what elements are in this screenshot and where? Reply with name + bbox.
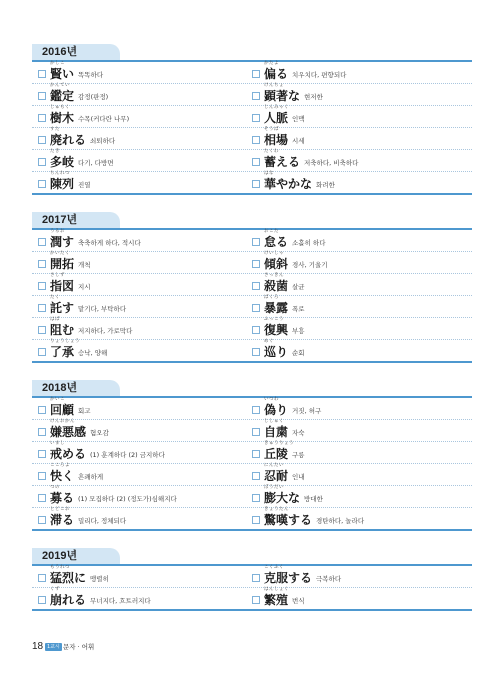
furigana: ばくろ: [264, 295, 279, 300]
checkbox[interactable]: [252, 326, 260, 334]
kanji-word: 樹木: [50, 111, 75, 125]
checkbox[interactable]: [38, 326, 46, 334]
kanji-word: 戒める: [50, 447, 87, 461]
kanji-word: 多岐: [50, 155, 75, 169]
vocab-word-line: [264, 279, 305, 294]
vocab-item: [38, 398, 253, 419]
vocab-item: [38, 442, 253, 463]
checkbox[interactable]: [252, 238, 260, 246]
meaning: 밀리다, 정체되다: [78, 517, 127, 525]
kanji-word: 蓄える: [264, 155, 301, 169]
checkbox[interactable]: [38, 494, 46, 502]
furigana: いまし: [50, 441, 65, 446]
checkbox[interactable]: [38, 348, 46, 356]
page-number: 18: [32, 641, 44, 652]
vocab-item: [252, 128, 467, 149]
vocab-word-line: [264, 469, 305, 484]
meaning: 맡기다, 부탁하다: [78, 305, 127, 313]
kanji-word: 驚嘆する: [264, 513, 313, 527]
vocab-word-line: [50, 425, 109, 440]
vocab-item: [252, 252, 467, 273]
vocab-item: [252, 486, 467, 507]
meaning: 거짓, 허구: [292, 407, 322, 415]
vocab-word-line: [264, 257, 328, 272]
vocab-row: [32, 508, 472, 531]
meaning: 부흥: [292, 327, 305, 335]
vocab-word-line: [264, 571, 341, 586]
vocab-list: [32, 230, 472, 363]
vocab-word-line: [264, 323, 305, 338]
checkbox[interactable]: [252, 348, 260, 356]
vocab-word-line: [50, 279, 91, 294]
furigana: けんちょ: [264, 83, 284, 88]
furigana: じゅもく: [50, 105, 70, 110]
furigana: りょうしょう: [50, 339, 80, 344]
furigana: ちんれつ: [50, 171, 70, 176]
year-heading: 2016년: [32, 44, 120, 60]
session-badge: 1교시: [47, 644, 60, 650]
checkbox[interactable]: [252, 472, 260, 480]
kanji-word: 指図: [50, 279, 75, 293]
vocab-row: [32, 588, 472, 611]
meaning: 저지하다, 가로막다: [78, 327, 133, 335]
meaning: 화려한: [316, 181, 335, 189]
meaning: 경탄하다, 놀라다: [316, 517, 365, 525]
checkbox[interactable]: [38, 136, 46, 144]
meaning: 승낙, 양해: [78, 349, 108, 357]
kanji-word: 繁殖: [264, 593, 289, 607]
vocab-item: [38, 274, 253, 295]
vocab-row: [32, 106, 472, 128]
checkbox[interactable]: [252, 428, 260, 436]
kanji-word: 暴露: [264, 301, 289, 315]
meaning: 다기, 다방면: [78, 159, 114, 167]
vocab-word-line: [50, 593, 151, 608]
kanji-word: 賢い: [50, 67, 75, 81]
vocab-item: [38, 588, 253, 609]
vocab-item: [252, 464, 467, 485]
page-footer: [32, 640, 232, 654]
meaning: 축축하게 하다, 적시다: [78, 239, 141, 247]
vocab-row: [32, 62, 472, 84]
checkbox[interactable]: [252, 282, 260, 290]
furigana: にんたい: [264, 463, 284, 468]
meaning: 인맥: [292, 115, 305, 123]
vocab-item: [252, 62, 467, 83]
meaning: 치우치다, 편향되다: [292, 71, 347, 79]
meaning: 방대한: [304, 495, 323, 503]
vocab-item: [252, 84, 467, 105]
vocab-word-line: [264, 491, 323, 506]
kanji-word: 克服する: [264, 571, 313, 585]
furigana: じしゅく: [264, 419, 284, 424]
checkbox[interactable]: [38, 428, 46, 436]
meaning: 흔쾌하게: [78, 473, 104, 481]
vocab-word-line: [264, 155, 358, 170]
vocab-word-line: [50, 111, 129, 126]
furigana: かいこ: [50, 397, 65, 402]
furigana: けんおかん: [50, 419, 75, 424]
meaning: 폭로: [292, 305, 305, 313]
vocab-row: [32, 340, 472, 363]
meaning: 현저한: [304, 93, 323, 101]
checkbox[interactable]: [252, 114, 260, 122]
vocab-row: [32, 442, 472, 464]
furigana: かしこ: [50, 61, 65, 66]
vocab-word-line: [264, 593, 305, 608]
vocab-row: [32, 128, 472, 150]
checkbox[interactable]: [38, 70, 46, 78]
checkbox[interactable]: [252, 596, 260, 604]
meaning: 살균: [292, 283, 305, 291]
kanji-word: 丘陵: [264, 447, 289, 461]
vocab-row: [32, 318, 472, 340]
kanji-word: 傾斜: [264, 257, 289, 271]
kanji-word: 猛烈に: [50, 571, 87, 585]
meaning: 시세: [292, 137, 305, 145]
furigana: つの: [50, 485, 60, 490]
kanji-word: 忍耐: [264, 469, 289, 483]
furigana: とどこお: [50, 507, 70, 512]
furigana: おこた: [264, 229, 279, 234]
vocab-item: [252, 588, 467, 609]
vocab-item: [38, 172, 253, 193]
vocab-item: [252, 318, 467, 339]
vocab-word-line: [50, 235, 141, 250]
vocab-row: [32, 172, 472, 195]
furigana: こくふく: [264, 565, 284, 570]
vocab-item: [38, 508, 253, 529]
checkbox[interactable]: [252, 574, 260, 582]
kanji-word: 了承: [50, 345, 75, 359]
furigana: かんてい: [50, 83, 70, 88]
year-heading: 2017년: [32, 212, 120, 228]
furigana: くず: [50, 587, 60, 592]
vocab-word-line: [50, 323, 132, 338]
checkbox[interactable]: [252, 406, 260, 414]
vocab-word-line: [264, 133, 305, 148]
vocab-word-line: [50, 67, 103, 82]
vocab-item: [38, 230, 253, 251]
vocab-row: [32, 566, 472, 588]
kanji-word: 崩れる: [50, 593, 87, 607]
meaning: 지시: [78, 283, 91, 291]
vocab-word-line: [50, 491, 177, 506]
checkbox[interactable]: [38, 282, 46, 290]
meaning: 똑똑하다: [78, 71, 104, 79]
meaning: 감정(판정): [78, 93, 109, 101]
vocab-item: [252, 442, 467, 463]
kanji-word: 偽り: [264, 403, 289, 417]
kanji-word: 滞る: [50, 513, 75, 527]
meaning: 무너지다, 흐트러지다: [90, 597, 151, 605]
meaning: 경사, 기울기: [292, 261, 328, 269]
checkbox[interactable]: [38, 260, 46, 268]
checkbox[interactable]: [38, 406, 46, 414]
vocab-word-line: [50, 89, 108, 104]
vocab-list: [32, 398, 472, 531]
vocab-row: [32, 252, 472, 274]
furigana: いつわ: [264, 397, 279, 402]
kanji-word: 自粛: [264, 425, 289, 439]
vocab-item: [252, 296, 467, 317]
vocab-item: [38, 464, 253, 485]
vocab-list: [32, 62, 472, 195]
furigana: ぼうだい: [264, 485, 284, 490]
vocab-item: [38, 296, 253, 317]
vocab-item: [38, 420, 253, 441]
checkbox[interactable]: [252, 70, 260, 78]
kanji-word: 復興: [264, 323, 289, 337]
checkbox[interactable]: [252, 180, 260, 188]
vocab-item: [252, 420, 467, 441]
furigana: はな: [264, 171, 274, 176]
vocab-item: [252, 274, 467, 295]
vocab-word-line: [264, 111, 305, 126]
vocab-word-line: [50, 345, 107, 360]
vocab-word-line: [264, 403, 321, 418]
meaning: 순회: [292, 349, 305, 357]
vocab-word-line: [50, 257, 91, 272]
vocab-row: [32, 230, 472, 252]
footer-label: 문자 · 어휘: [63, 643, 95, 651]
vocab-item: [38, 128, 253, 149]
kanji-word: 回顧: [50, 403, 75, 417]
kanji-word: 偏る: [264, 67, 289, 81]
vocab-item: [252, 172, 467, 193]
vocab-item: [38, 340, 253, 361]
vocab-row: [32, 486, 472, 508]
kanji-word: 膨大な: [264, 491, 301, 505]
vocab-word-line: [50, 469, 103, 484]
meaning: 수목(커다란 나무): [78, 115, 130, 123]
furigana: そうば: [264, 127, 279, 132]
checkbox[interactable]: [252, 304, 260, 312]
vocab-item: [38, 84, 253, 105]
vocab-word-line: [264, 513, 364, 528]
checkbox[interactable]: [38, 450, 46, 458]
vocab-item: [252, 230, 467, 251]
vocab-word-line: [264, 345, 305, 360]
kanji-word: 鑑定: [50, 89, 75, 103]
meaning: 인내: [292, 473, 305, 481]
meaning: 소홀히 하다: [292, 239, 326, 247]
furigana: かたよ: [264, 61, 279, 66]
vocab-item: [38, 252, 253, 273]
kanji-word: 募る: [50, 491, 75, 505]
furigana: たく: [50, 295, 60, 300]
vocab-word-line: [264, 301, 305, 316]
checkbox[interactable]: [252, 136, 260, 144]
meaning: 쇠퇴하다: [90, 137, 116, 145]
checkbox[interactable]: [38, 158, 46, 166]
vocab-word-line: [50, 571, 109, 586]
kanji-word: 陳列: [50, 177, 75, 191]
vocab-word-line: [50, 133, 115, 148]
vocab-word-line: [264, 425, 305, 440]
meaning: 구릉: [292, 451, 305, 459]
furigana: もうれつ: [50, 565, 70, 570]
vocab-word-line: [50, 155, 114, 170]
furigana: うるお: [50, 229, 65, 234]
furigana: すた: [50, 127, 60, 132]
meaning: 저축하다, 비축하다: [304, 159, 359, 167]
checkbox[interactable]: [38, 114, 46, 122]
checkbox[interactable]: [38, 304, 46, 312]
furigana: こころよ: [50, 463, 70, 468]
vocab-word-line: [264, 89, 323, 104]
meaning: 개척: [78, 261, 91, 269]
vocab-word-line: [264, 447, 305, 462]
meaning: 회고: [78, 407, 91, 415]
checkbox[interactable]: [38, 92, 46, 100]
checkbox[interactable]: [38, 574, 46, 582]
checkbox[interactable]: [38, 180, 46, 188]
furigana: ふっこう: [264, 317, 284, 322]
vocab-word-line: [50, 513, 126, 528]
furigana: さしず: [50, 273, 65, 278]
kanji-word: 開拓: [50, 257, 75, 271]
vocab-word-line: [50, 403, 91, 418]
vocab-row: [32, 398, 472, 420]
meaning: 자숙: [292, 429, 305, 437]
meaning: (1) 훈계하다 (2) 금지하다: [90, 451, 165, 459]
vocab-item: [252, 508, 467, 529]
vocab-word-line: [264, 177, 335, 192]
furigana: かいたく: [50, 251, 70, 256]
furigana: けいしゃ: [264, 251, 284, 256]
vocab-item: [38, 150, 253, 171]
furigana: じんみゃく: [264, 105, 289, 110]
checkbox[interactable]: [252, 494, 260, 502]
furigana: はば: [50, 317, 60, 322]
vocab-word-line: [264, 67, 346, 82]
kanji-word: 巡り: [264, 345, 289, 359]
kanji-word: 託す: [50, 301, 75, 315]
vocab-item: [38, 486, 253, 507]
vocab-list: [32, 566, 472, 611]
checkbox[interactable]: [38, 596, 46, 604]
kanji-word: 快く: [50, 469, 75, 483]
vocab-word-line: [50, 301, 126, 316]
vocab-item: [38, 106, 253, 127]
vocab-word-line: [50, 447, 165, 462]
checkbox[interactable]: [38, 238, 46, 246]
furigana: さっきん: [264, 273, 284, 278]
vocab-item: [252, 340, 467, 361]
checkbox[interactable]: [38, 516, 46, 524]
kanji-word: 怠る: [264, 235, 289, 249]
vocab-item: [252, 398, 467, 419]
checkbox[interactable]: [252, 260, 260, 268]
meaning: 맹렬히: [90, 575, 109, 583]
vocab-word-line: [264, 235, 325, 250]
meaning: 혐오감: [90, 429, 109, 437]
meaning: 번식: [292, 597, 305, 605]
kanji-word: 廃れる: [50, 133, 87, 147]
kanji-word: 嫌悪感: [50, 425, 87, 439]
year-heading: 2019년: [32, 548, 120, 564]
furigana: たくわ: [264, 149, 279, 154]
meaning: 극복하다: [316, 575, 342, 583]
vocab-item: [38, 318, 253, 339]
furigana: はんしょく: [264, 587, 289, 592]
vocab-row: [32, 150, 472, 172]
checkbox[interactable]: [252, 516, 260, 524]
furigana: きゅうりょう: [264, 441, 294, 446]
kanji-word: 華やかな: [264, 177, 313, 191]
vocab-item: [252, 150, 467, 171]
kanji-word: 阻む: [50, 323, 75, 337]
furigana: きょうたん: [264, 507, 289, 512]
vocab-row: [32, 296, 472, 318]
vocab-item: [252, 106, 467, 127]
vocab-row: [32, 84, 472, 106]
meaning: 진열: [78, 181, 91, 189]
vocab-row: [32, 464, 472, 486]
kanji-word: 相場: [264, 133, 289, 147]
vocab-row: [32, 274, 472, 296]
vocab-item: [38, 62, 253, 83]
vocab-item: [38, 566, 253, 587]
checkbox[interactable]: [252, 158, 260, 166]
checkbox[interactable]: [252, 92, 260, 100]
furigana: めぐ: [264, 339, 274, 344]
checkbox[interactable]: [252, 450, 260, 458]
vocab-word-line: [50, 177, 91, 192]
kanji-word: 殺菌: [264, 279, 289, 293]
kanji-word: 潤す: [50, 235, 75, 249]
vocab-item: [252, 566, 467, 587]
checkbox[interactable]: [38, 472, 46, 480]
kanji-word: 顕著な: [264, 89, 301, 103]
meaning: (1) 모집하다 (2) (정도가)심해지다: [78, 495, 177, 503]
year-heading: 2018년: [32, 380, 120, 396]
furigana: たき: [50, 149, 60, 154]
kanji-word: 人脈: [264, 111, 289, 125]
vocab-row: [32, 420, 472, 442]
